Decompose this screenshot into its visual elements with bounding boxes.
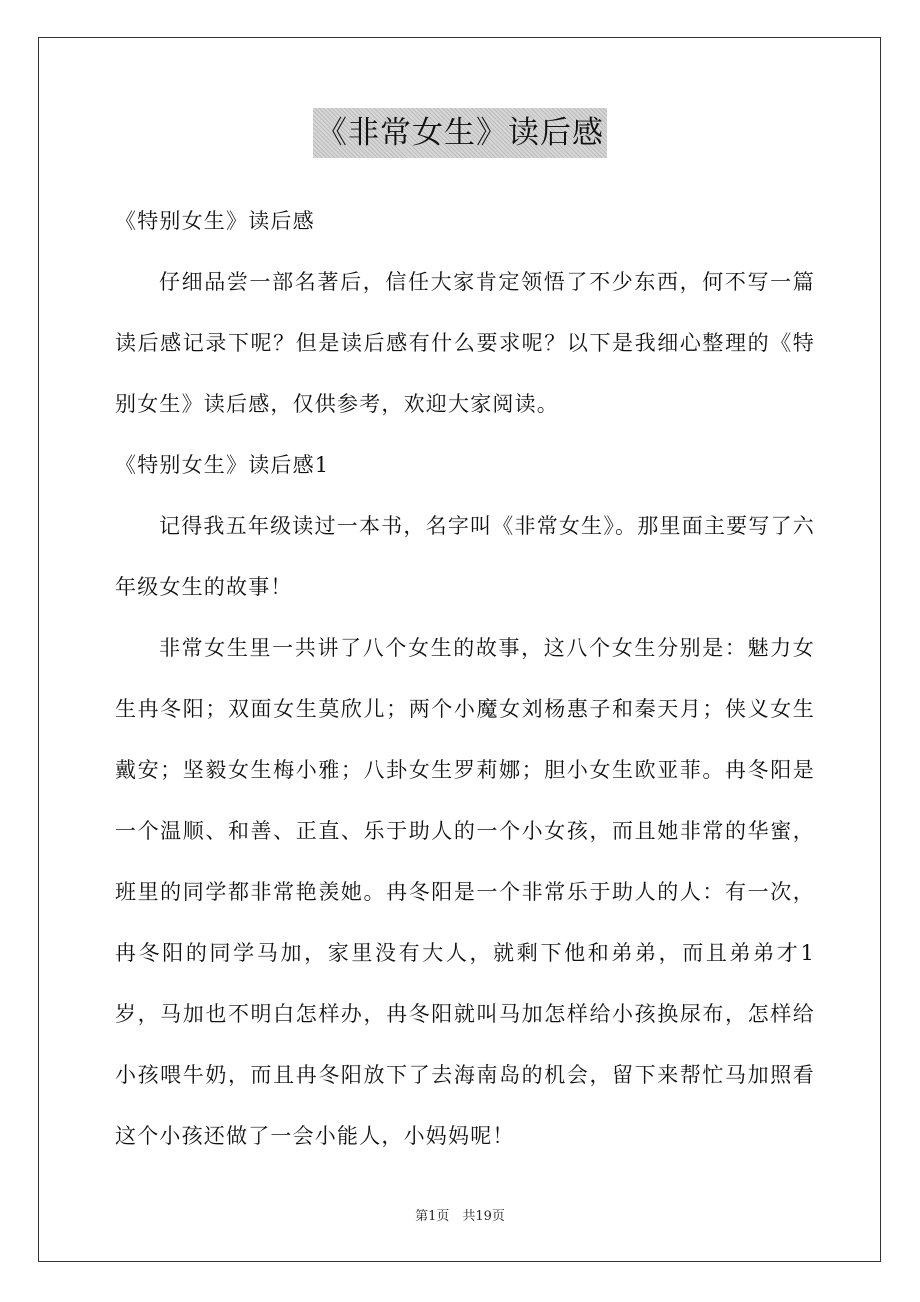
document-title: 《非常女生》读后感 [313,108,607,158]
subtitle-paragraph: 《特别女生》读后感 [115,209,315,233]
page-footer: 第1页 共19页 [415,1209,505,1224]
title-container [0,108,920,158]
intro-paragraph: 仔细品尝一部名著后，信任大家肯定领悟了不少东西，何不写一篇读后感记录下呢？但是读后感有什么要求呢？以下是我细心整理的《特别女生》读后感，仅供参考，欢迎大家阅读。 [115,270,815,416]
document-body [115,191,815,1167]
section-heading: 《特别女生》读后感1 [115,453,330,477]
body-paragraph-1: 记得我五年级读过一本书，名字叫《非常女生》。那里面主要写了六年级女生的故事！ [115,514,815,599]
body-paragraph-2: 非常女生里一共讲了八个女生的故事，这八个女生分别是：魅力女生冉冬阳；双面女生莫欣儿；两个小魔女刘杨惠子和秦天月；侠义女生戴安；坚毅女生梅小雅；八卦女生罗莉娜；胆小女生欧亚菲。冉冬阳是一个温顺、和善、正直、乐于助人的一个小女孩，而且她非常的华蜜，班里的同学都非常艳羡她。冉冬阳是一个非常乐于助人的人：有一次，冉冬阳的同学马加，家里没有大人，就剩下他和弟弟，而且弟弟才1岁，马加也不明白怎样办，冉冬阳就叫马加怎样给小孩换尿布，怎样给小孩喂牛奶，而且冉冬阳放下了去海南岛的机会，留下来帮忙马加照看这个小孩还做了一会小能人，小妈妈呢！ [115,636,815,1148]
